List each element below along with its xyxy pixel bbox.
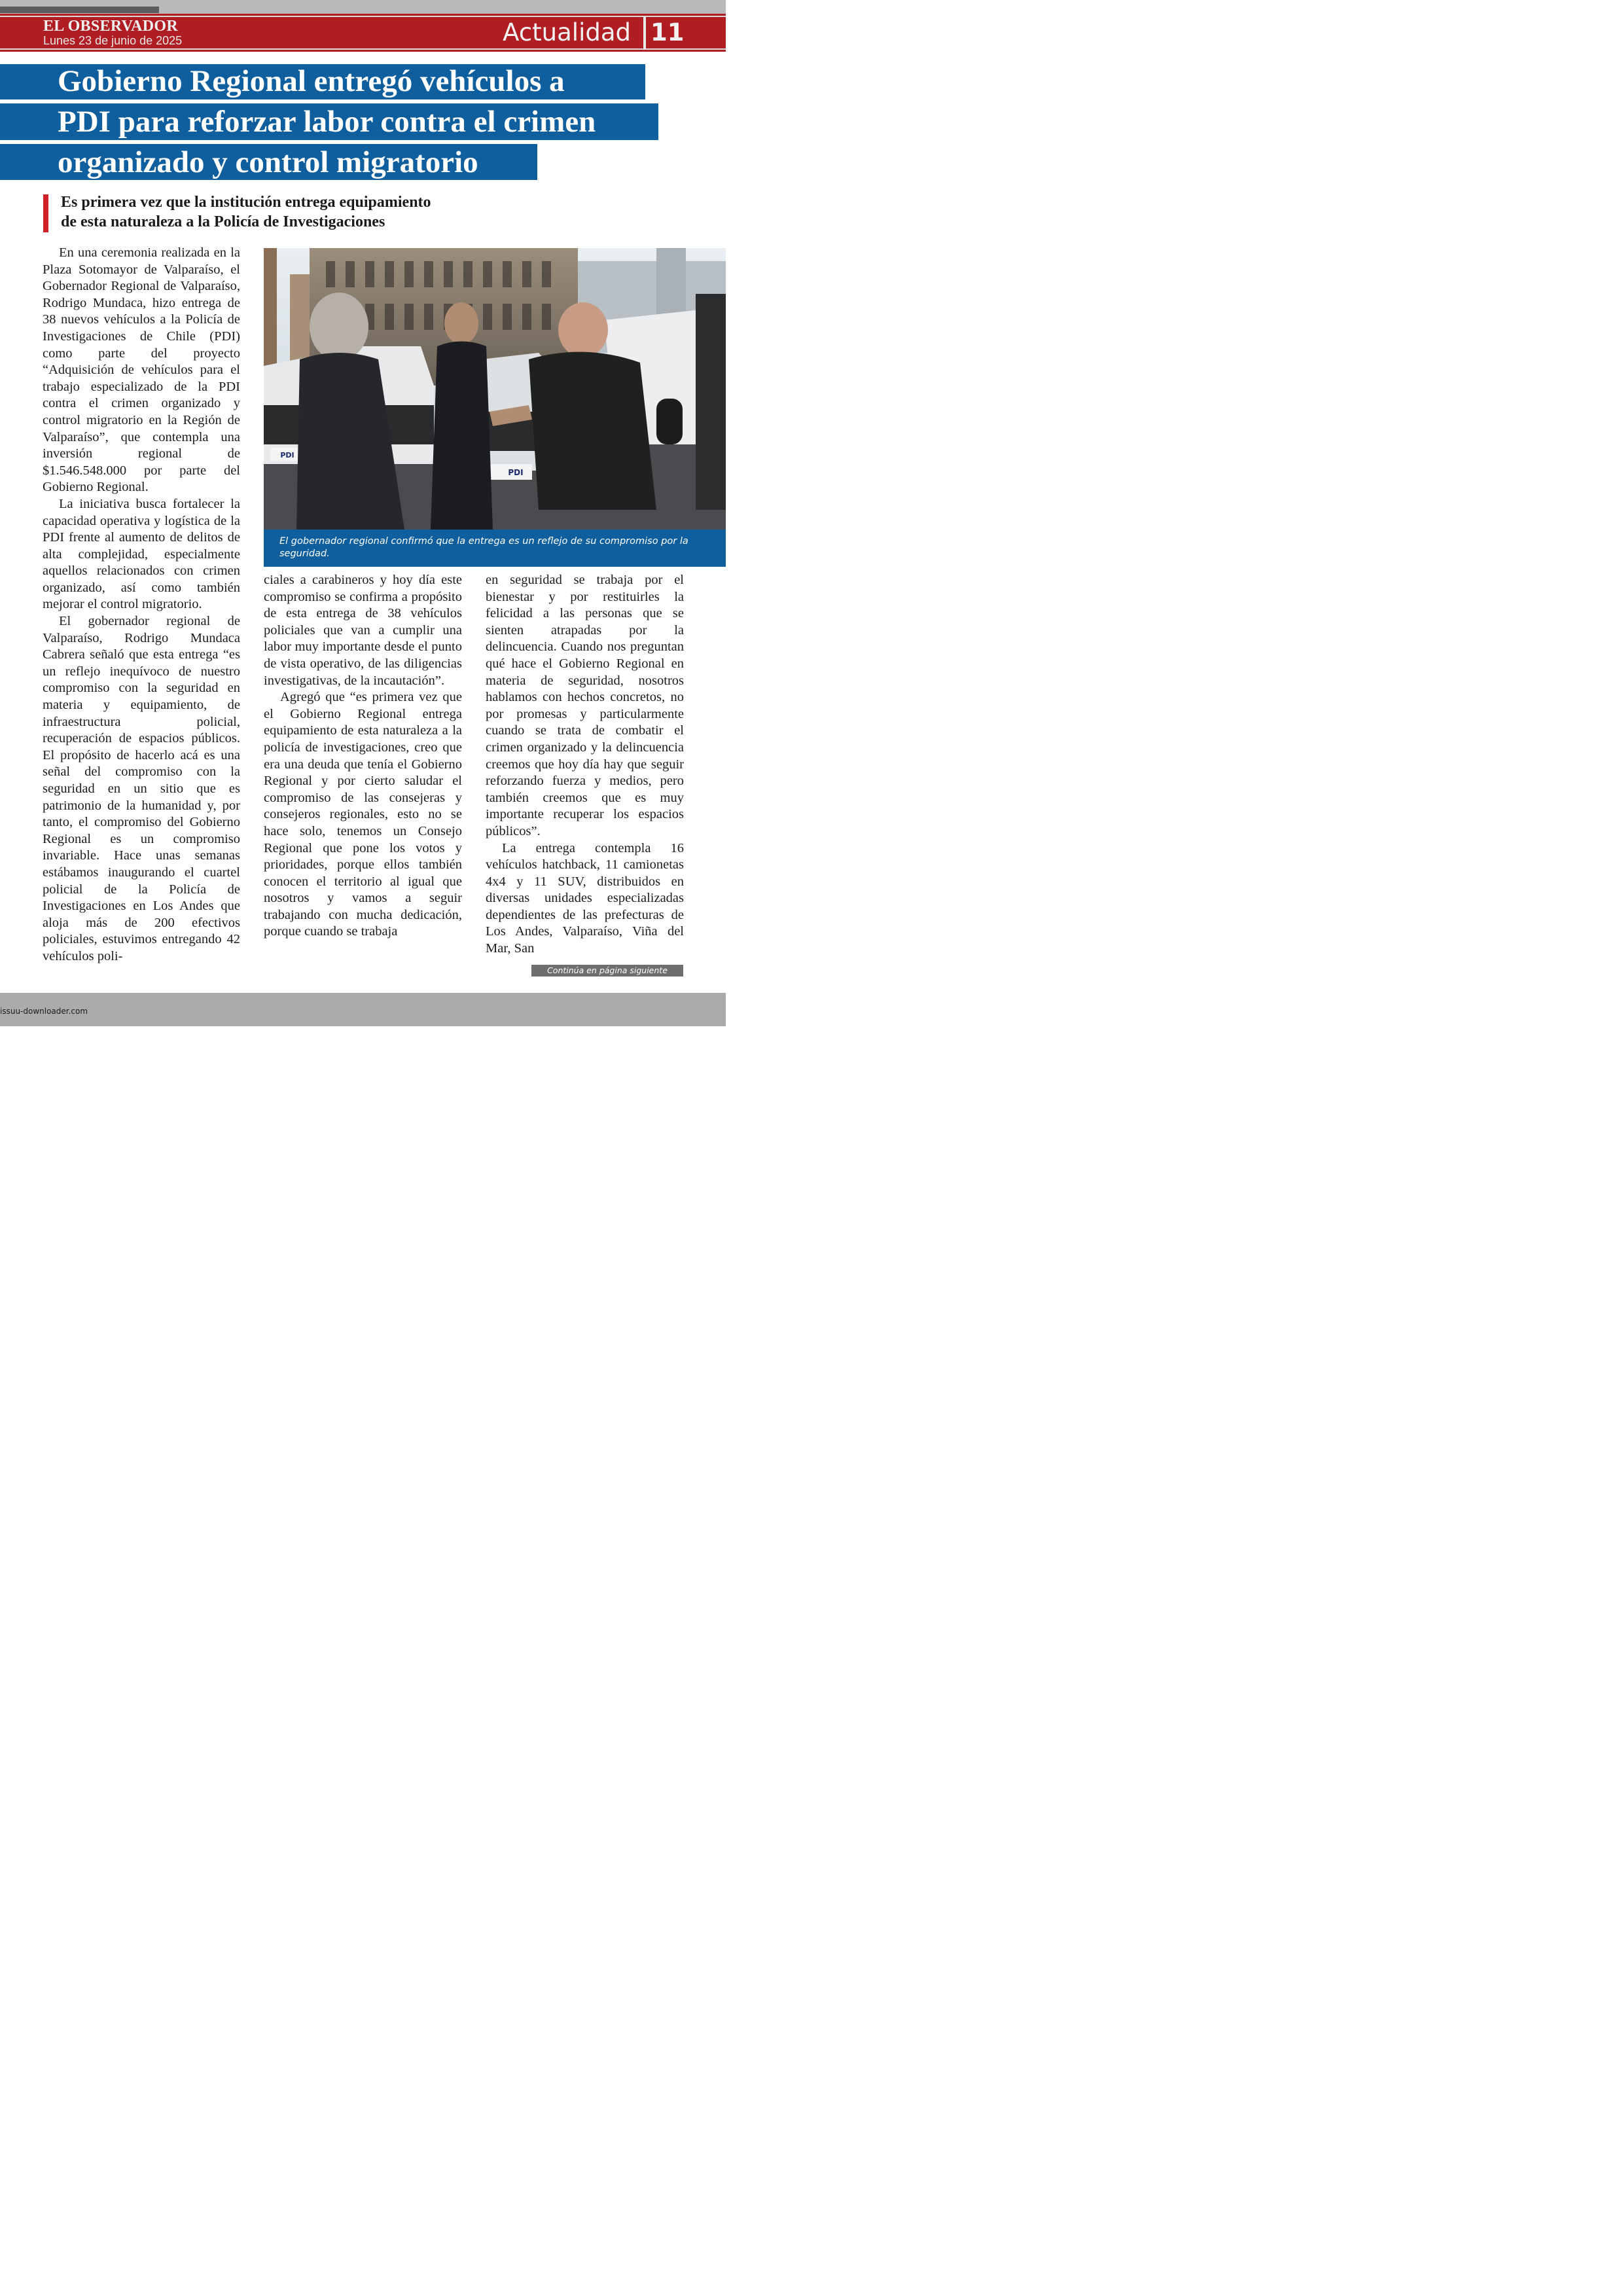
header-separator bbox=[643, 17, 646, 50]
deck-accent-bar bbox=[43, 194, 48, 232]
deck-line-2: de esta naturaleza a la Policía de Investigaciones bbox=[61, 213, 385, 230]
photo-caption: El gobernador regional confirmó que la entrega es un reflejo de su compromiso por la seguridad. bbox=[279, 536, 688, 559]
headline-line-3: organizado y control migratorio bbox=[58, 145, 478, 179]
paragraph: ciales a carabineros y hoy día este compromiso se confirma a propósito de esta entrega de 38 vehículos policiales que van a cumplir una labor muy importante desde el punto de vista operativo, de las diligencias investigativas, de la incautación”. bbox=[264, 573, 462, 688]
paragraph: En una ceremonia realizada en la Plaza Sotomayor de Valparaíso, el Gobernador Regional de Valparaíso, Rodrigo Mundaca, hizo entrega de 38 nuevos vehículos a la Policía de Investigaciones de Chile (PDI) como parte del proyecto “Adquisición de vehículos para el trabajo especializado de la PDI contra el crimen organizado y control migratorio en la Región de Valparaíso”, que contempla una inversión regional de $1.546.548.000 por parte del Gobierno Regional. bbox=[43, 245, 240, 495]
footer-watermark: issuu-downloader.com bbox=[0, 1007, 88, 1016]
article-deck bbox=[61, 192, 545, 232]
paragraph: El gobernador regional de Valparaíso, Rodrigo Mundaca Cabrera señaló que esta entrega “es un reflejo inequívoco de nuestro compromiso con la seguridad en materia y equipamiento, de infraestructura policial, recuperación de espacios públicos. El propósito de hacerlo acá es una señal del compromiso con la seguridad en un sitio que es patrimonio de la humanidad y, por tanto, el compromiso del Gobierno Regional es un compromiso invariable. Hace unas semanas estábamos inaugurando el cuartel policial de la Policía de Investigaciones en Los Andes que aloja más de 200 efectivos policiales, estuvimos entregando 42 vehículos poli- bbox=[43, 614, 240, 963]
section-title: Actualidad bbox=[503, 18, 631, 46]
article-column-2 bbox=[264, 572, 462, 941]
deck-line-1: Es primera vez que la institución entrega equipamiento bbox=[61, 194, 431, 211]
page-footer bbox=[0, 993, 726, 1026]
headline-line-2: PDI para reforzar labor contra el crimen bbox=[58, 105, 596, 139]
article-column-3 bbox=[486, 572, 684, 958]
top-dark-tab bbox=[0, 7, 159, 13]
plate-text-left: PDI bbox=[280, 451, 294, 459]
paragraph: La entrega contempla 16 vehículos hatchback, 11 camionetas 4x4 y 11 SUV, distribuidos en diversas unidades especializadas dependientes de las prefecturas de Los Andes, Valparaíso, Viña del Mar, San bbox=[486, 840, 684, 956]
page-number: 11 bbox=[651, 18, 685, 46]
headline-line-1: Gobierno Regional entregó vehículos a bbox=[58, 64, 565, 98]
photo-illustration bbox=[264, 248, 726, 529]
paragraph: en seguridad se trabaja por el bienestar y por restituirles la felicidad a las personas que se sienten atrapadas por la delincuencia. Cuando nos preguntan qué hace el Gobierno Regional en materia de seguridad, nosotros hablamos con hechos concretos, no por promesas y particularmente cuando se trata de combatir el crimen organizado y la delincuencia creemos que hoy día hay que seguir reforzando fuerza y medios, pero también creemos que es muy importante recuperar los espacios públicos”. bbox=[486, 573, 684, 838]
continuation-label: Continúa en página siguiente bbox=[531, 965, 683, 977]
article-photo bbox=[264, 248, 726, 529]
masthead: EL OBSERVADOR bbox=[43, 18, 179, 35]
paragraph: Agregó que “es primera vez que el Gobierno Regional entrega equipamiento de esta naturaleza a la policía de investigaciones, creo que era una deuda que tenía el Gobierno Regional y por cierto saludar el compromiso de las consejeras y consejeros regionales, esto no se hace solo, tenemos un Consejo Regional que pone los votos y prioridades, porque ellos también conocen el territorio al igual que nosotros y vamos a seguir trabajando con mucha dedicación, porque cuando se trabaja bbox=[264, 690, 462, 939]
issue-date: Lunes 23 de junio de 2025 bbox=[43, 34, 183, 47]
header-rule-bottom bbox=[0, 48, 726, 50]
header-rule-top bbox=[0, 16, 726, 17]
paragraph: La iniciativa busca fortalecer la capacidad operativa y logística de la PDI frente al aumento de delitos de alta complejidad, especialmente aquellos relacionados con crimen organizado, así como también mejorar el control migratorio. bbox=[43, 496, 240, 612]
plate-text-center: PDI bbox=[508, 468, 524, 477]
article-column-1 bbox=[43, 245, 240, 965]
